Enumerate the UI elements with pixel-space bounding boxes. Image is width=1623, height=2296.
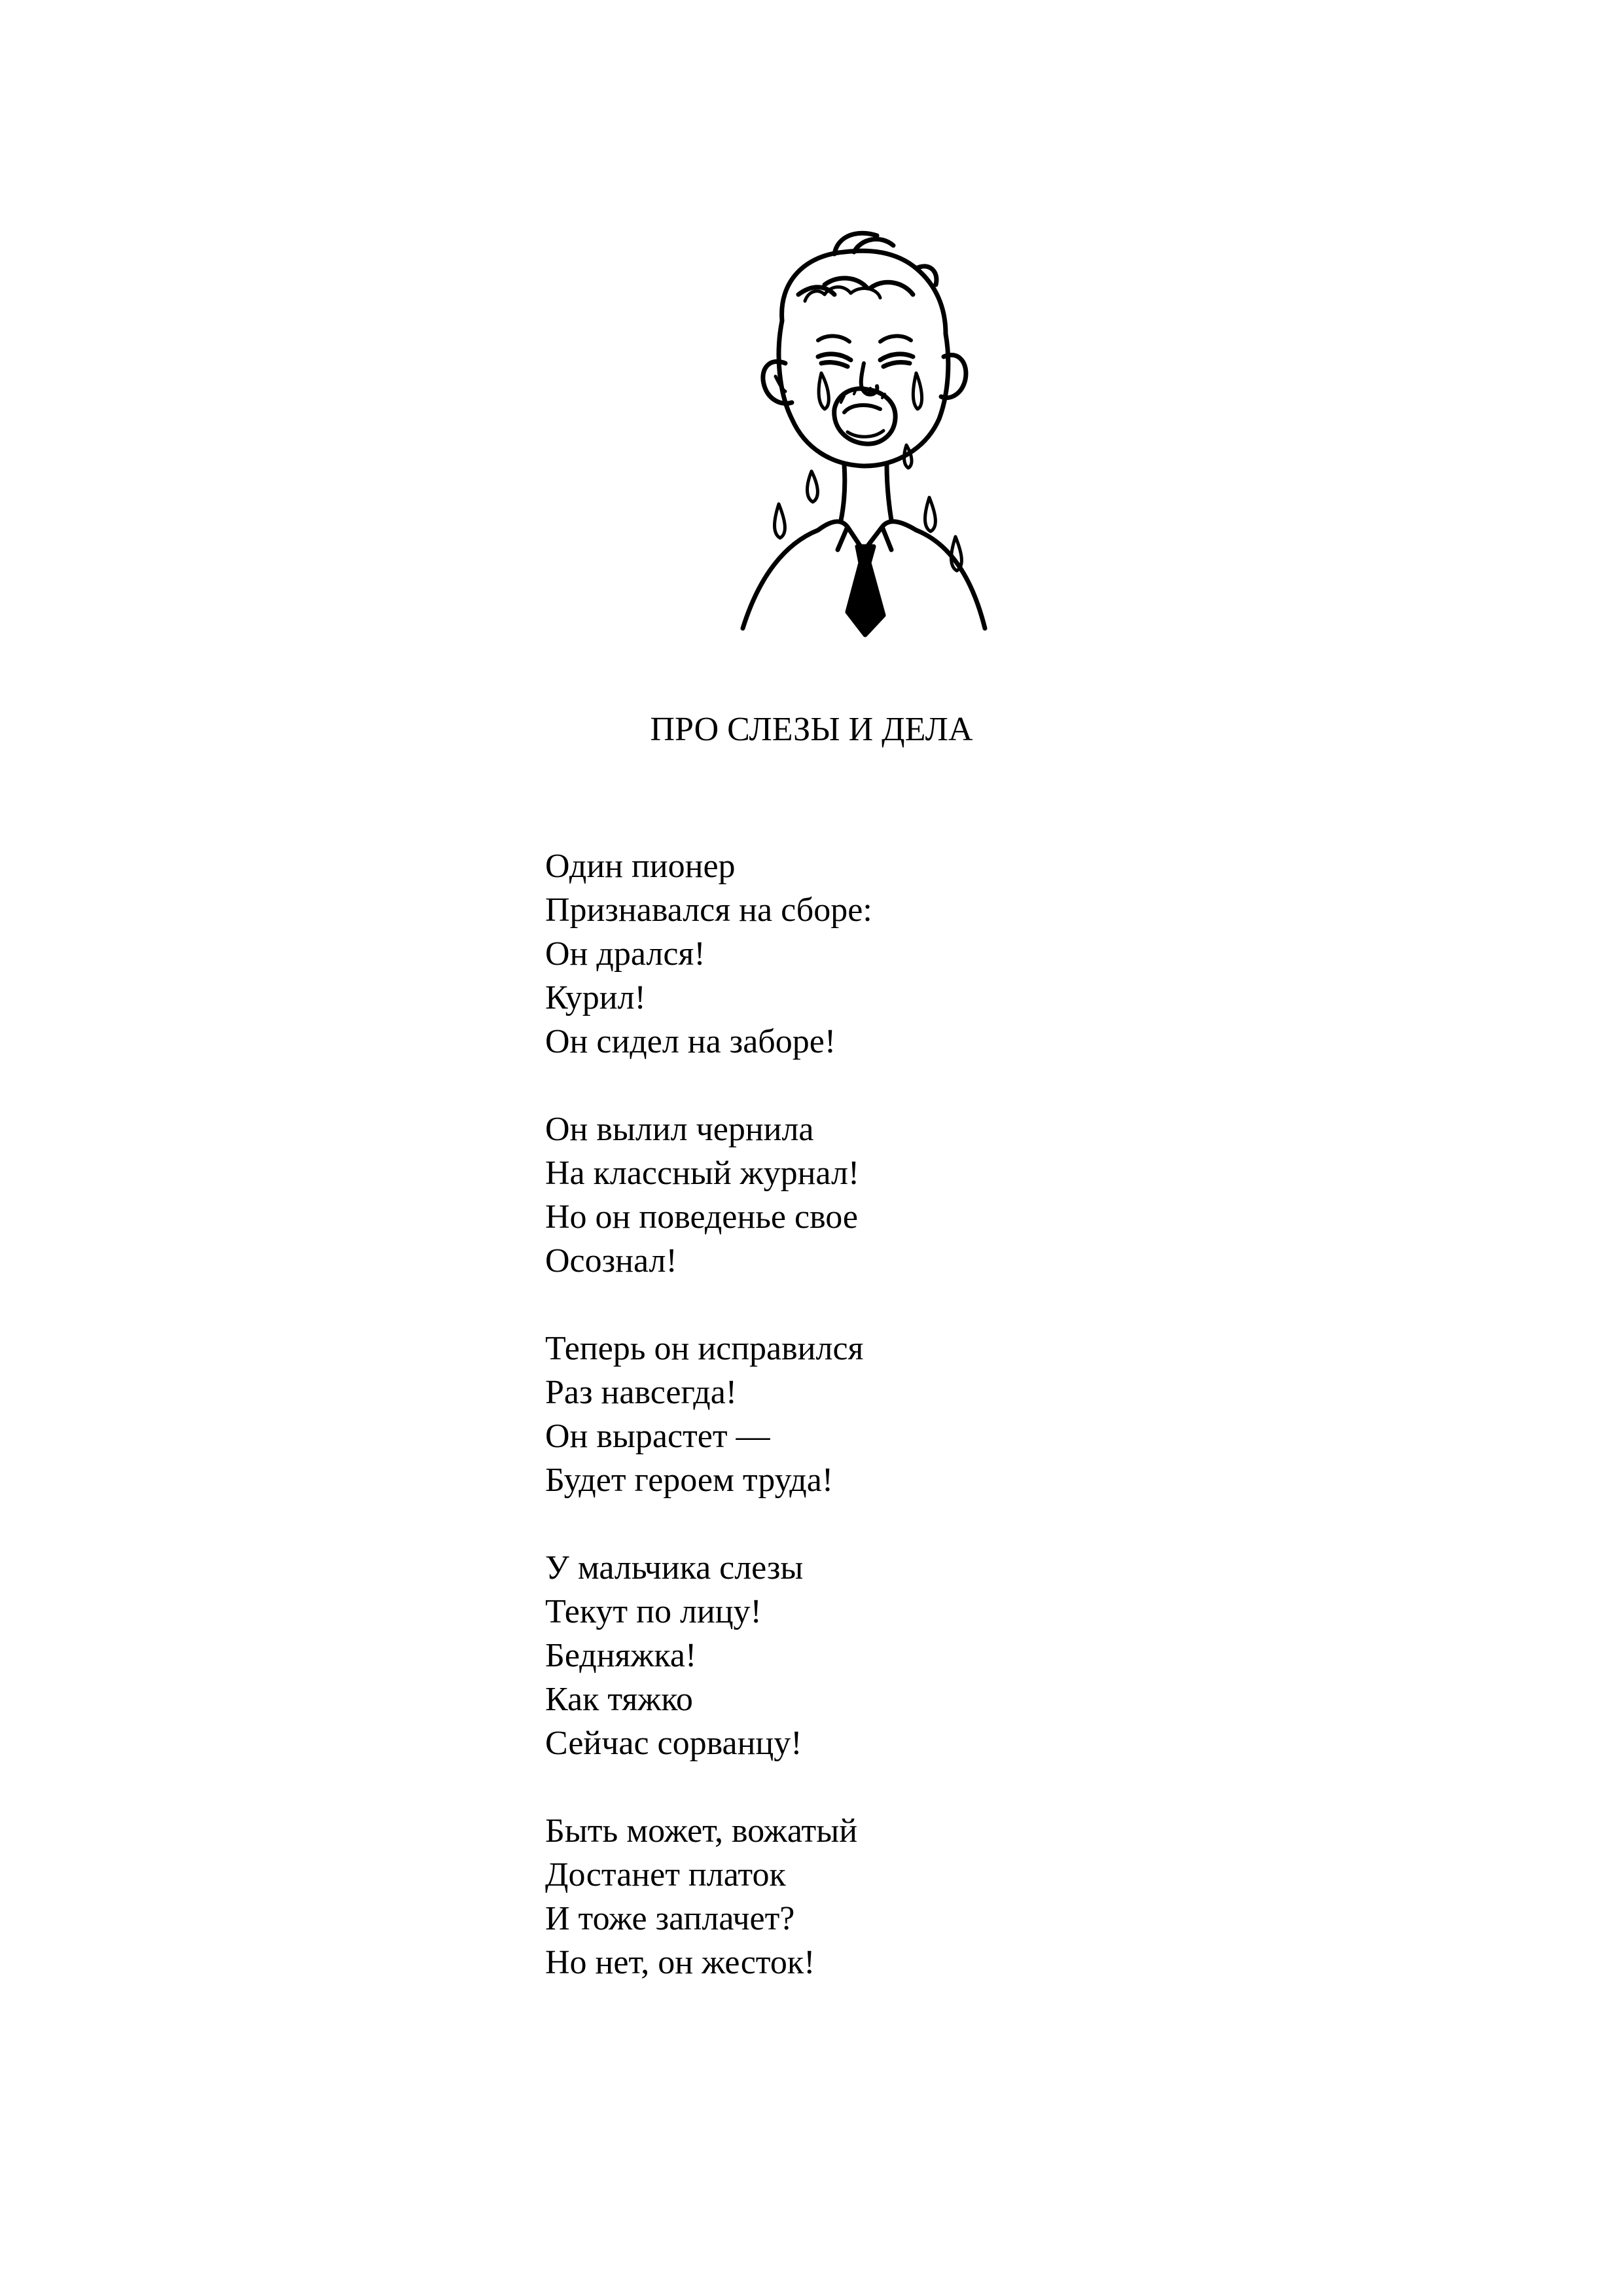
stanza (545, 844, 1461, 1064)
poem-line: Быть может, вожатый (545, 1812, 858, 1850)
stanza (545, 1327, 1461, 1502)
poem-line: И тоже заплачет? (545, 1900, 795, 1937)
poem-line: Курил! (545, 979, 646, 1016)
right-eye (880, 354, 913, 367)
hair (782, 233, 946, 334)
poem-line: Он дрался! (545, 935, 705, 973)
poem-line: Бедняжка! (545, 1637, 697, 1674)
poem-line: Раз навсегда! (545, 1374, 738, 1411)
poem-line: Текут по лицу! (545, 1593, 762, 1630)
poem-line: Будет героем труда! (545, 1462, 834, 1499)
poem-line: Он вырастет — (545, 1418, 770, 1455)
poem-line: Осознал! (545, 1242, 677, 1280)
stanza (545, 1546, 1461, 1765)
poem-line: У мальчика слезы (545, 1549, 804, 1587)
crying-boy-illustration (720, 223, 1008, 681)
poem-line: Достанет платок (545, 1856, 786, 1893)
poem-line: Он вылил чернила (545, 1111, 814, 1148)
poem-line: Теперь он исправился (545, 1330, 864, 1367)
left-eye (818, 354, 851, 367)
stanza (545, 1107, 1461, 1283)
poem-line: Признавался на сборе: (545, 891, 872, 929)
poem-body (545, 844, 1461, 2028)
tear-right (913, 373, 921, 409)
tear-left (819, 373, 829, 409)
poem-line: Но нет, он жесток! (545, 1944, 815, 1981)
tie (847, 547, 883, 635)
poem-line: Один пионер (545, 848, 736, 885)
poem-line: Он сидел на заборе! (545, 1023, 836, 1060)
poem-line: Но он поведенье свое (545, 1198, 859, 1236)
poem-title: ПРО СЛЕЗЫ И ДЕЛА (650, 711, 973, 748)
neck (841, 465, 891, 520)
poem-line: Как тяжко (545, 1681, 693, 1718)
poem-line: Сейчас сорванцу! (545, 1725, 802, 1762)
poem-line: На классный журнал! (545, 1155, 860, 1192)
stanza (545, 1809, 1461, 1984)
